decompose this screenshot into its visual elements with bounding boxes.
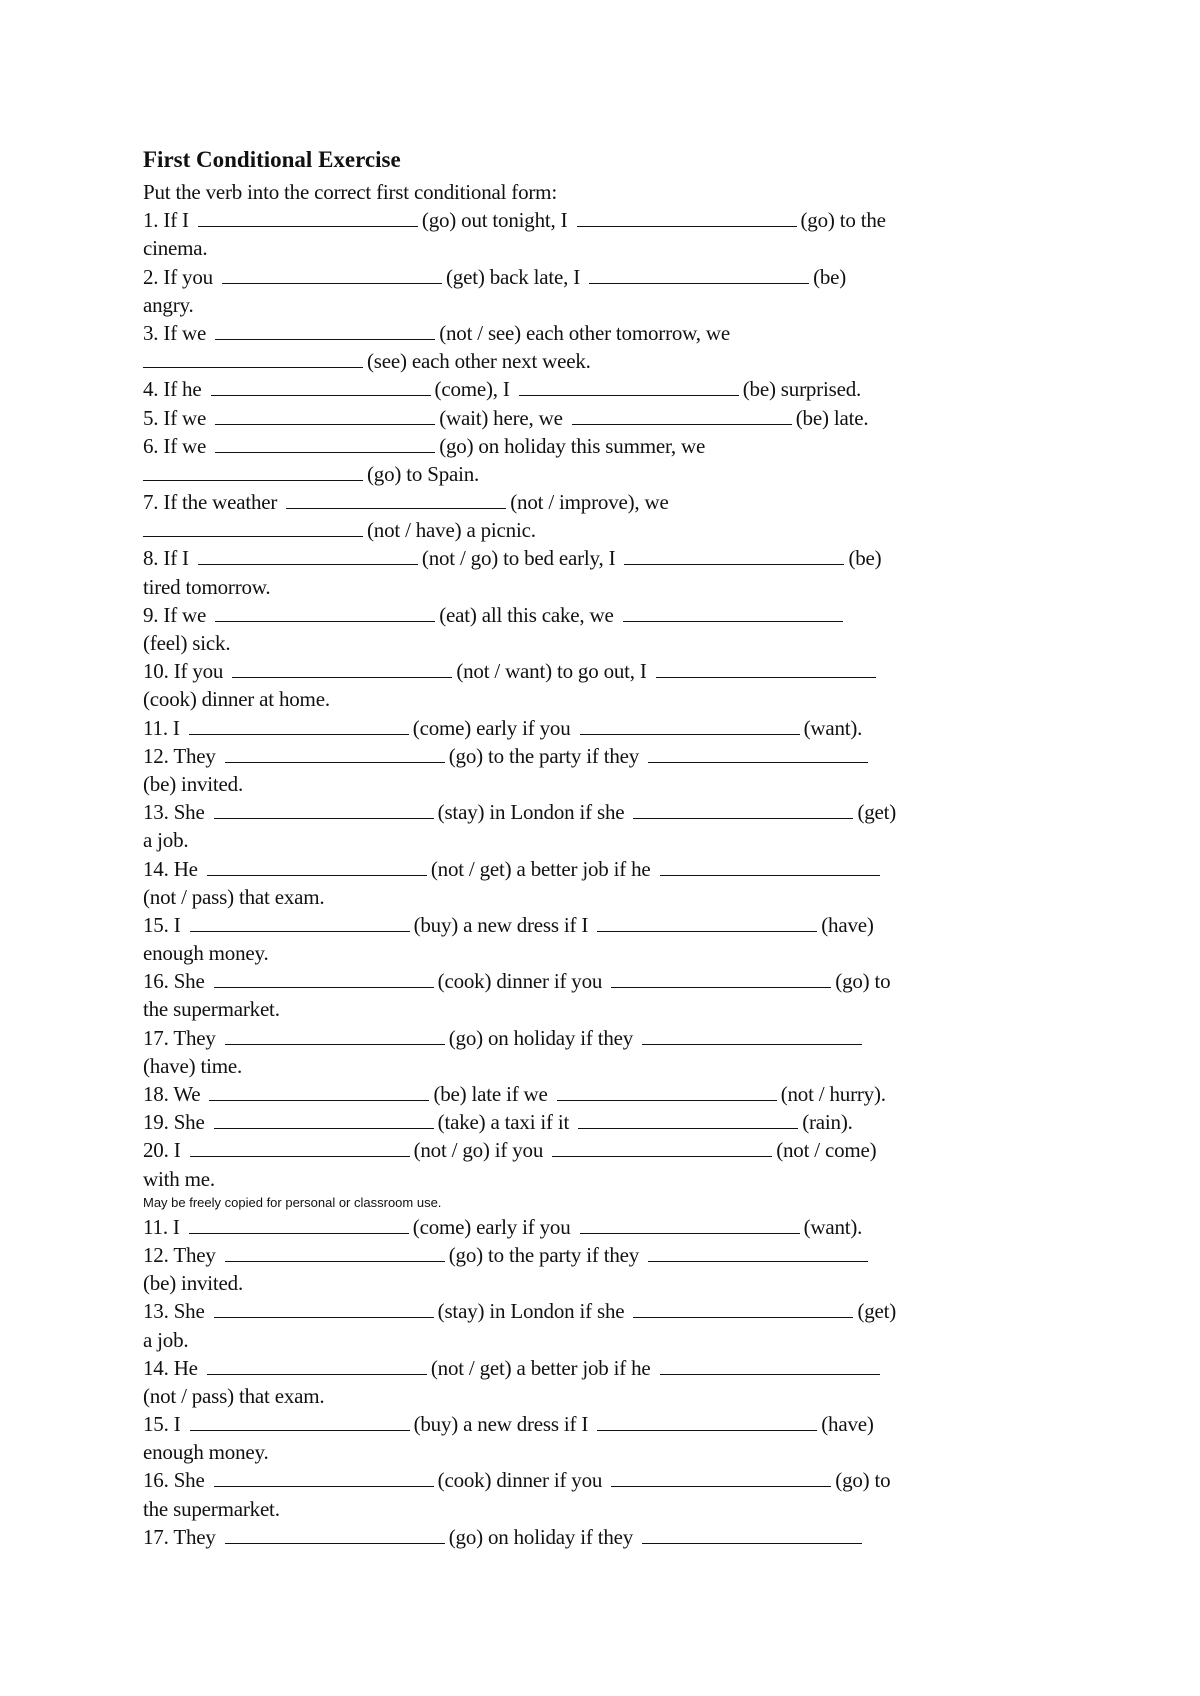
line-text: enough money. xyxy=(143,941,269,966)
answer-blank[interactable] xyxy=(642,1024,862,1045)
exercise-line xyxy=(143,1241,963,1269)
answer-blank[interactable] xyxy=(211,375,431,396)
line-text: 4. If he xyxy=(143,377,202,402)
line-text: (be) late if we xyxy=(433,1082,548,1106)
line-text: (stay) in London if she xyxy=(437,1299,625,1324)
line-text: with me. xyxy=(143,1166,215,1191)
answer-blank[interactable] xyxy=(143,460,363,481)
line-text: 5. If we xyxy=(143,405,207,430)
answer-blank[interactable] xyxy=(215,319,435,340)
line-text: (go) to the party if they xyxy=(448,1242,640,1267)
answer-blank[interactable] xyxy=(207,855,427,876)
exercise-line xyxy=(143,995,963,1023)
worksheet-page xyxy=(143,142,963,1551)
exercise-line xyxy=(143,1326,963,1354)
line-text: (cook) dinner at home. xyxy=(143,687,330,712)
exercise-line xyxy=(143,1382,963,1410)
answer-blank[interactable] xyxy=(578,1108,798,1129)
exercise-line xyxy=(143,883,963,911)
line-text: 16. She xyxy=(143,1468,205,1493)
worksheet-title: First Conditional Exercise xyxy=(143,147,401,172)
answer-blank[interactable] xyxy=(214,967,434,988)
line-text: (stay) in London if she xyxy=(437,800,625,825)
exercise-line xyxy=(143,1165,963,1193)
line-text: the supermarket. xyxy=(143,997,280,1022)
exercise-line xyxy=(143,1495,963,1523)
answer-blank[interactable] xyxy=(207,1354,427,1375)
answer-blank[interactable] xyxy=(214,1297,434,1318)
line-text: (buy) a new dress if I xyxy=(413,912,589,937)
line-text: (get) xyxy=(857,1299,897,1324)
line-text: angry. xyxy=(143,292,194,317)
line-text: 11. I xyxy=(143,715,180,740)
line-text: tired tomorrow. xyxy=(143,574,271,599)
line-text: (not / go) to bed early, I xyxy=(421,546,616,571)
line-text: (not / pass) that exam. xyxy=(143,884,325,909)
line-text: (have) time. xyxy=(143,1053,243,1078)
exercise-line xyxy=(143,714,963,742)
exercise-line xyxy=(143,1523,963,1551)
exercise-line xyxy=(143,770,963,798)
exercise-line xyxy=(143,1354,963,1382)
answer-blank[interactable] xyxy=(143,347,363,368)
line-text: (have) xyxy=(821,912,874,937)
exercise-line xyxy=(143,404,963,432)
answer-blank[interactable] xyxy=(189,714,409,735)
instructions: Put the verb into the correct first conditional form: xyxy=(143,180,557,204)
answer-blank[interactable] xyxy=(190,1136,410,1157)
answer-blank[interactable] xyxy=(209,1080,429,1101)
exercise-line xyxy=(143,826,963,854)
line-text: (not / come) xyxy=(776,1138,877,1163)
line-text: 2. If you xyxy=(143,264,213,289)
line-text: the supermarket. xyxy=(143,1496,280,1521)
line-text: 3. If we xyxy=(143,320,207,345)
exercise-line xyxy=(143,1213,963,1241)
line-text: (come) early if you xyxy=(412,1214,571,1239)
exercise-line xyxy=(143,206,963,234)
exercise-line xyxy=(143,798,963,826)
line-text: (take) a taxi if it xyxy=(437,1110,570,1135)
line-text: (not / get) a better job if he xyxy=(430,856,651,881)
line-text: (go) on holiday if they xyxy=(448,1025,634,1050)
exercise-line xyxy=(143,544,963,572)
line-text: 8. If I xyxy=(143,546,189,571)
line-text: (go) to the xyxy=(800,208,886,233)
line-text: (be) invited. xyxy=(143,771,244,796)
answer-blank[interactable] xyxy=(143,516,363,537)
answer-blank[interactable] xyxy=(214,1108,434,1129)
answer-blank[interactable] xyxy=(580,714,800,735)
answer-blank[interactable] xyxy=(572,404,792,425)
line-text: (be) xyxy=(813,264,847,289)
answer-blank[interactable] xyxy=(557,1080,777,1101)
exercise-line xyxy=(143,516,963,544)
line-text: a job. xyxy=(143,1327,189,1352)
line-text: (come), I xyxy=(434,377,510,402)
answer-blank[interactable] xyxy=(198,206,418,227)
answer-blank[interactable] xyxy=(232,657,452,678)
exercise-line xyxy=(143,347,963,375)
line-text: 10. If you xyxy=(143,659,224,684)
exercise-line xyxy=(143,234,963,262)
exercise-line xyxy=(143,911,963,939)
answer-blank[interactable] xyxy=(611,1466,831,1487)
line-text: (feel) sick. xyxy=(143,631,231,655)
line-text: 15. I xyxy=(143,912,181,937)
line-text: 1. If I xyxy=(143,208,189,233)
line-text: 16. She xyxy=(143,969,205,994)
answer-blank[interactable] xyxy=(642,1523,862,1544)
answer-blank[interactable] xyxy=(552,1136,772,1157)
answer-blank[interactable] xyxy=(623,601,843,622)
answer-blank[interactable] xyxy=(597,1410,817,1431)
line-text: 14. He xyxy=(143,856,198,881)
answer-blank[interactable] xyxy=(225,1241,445,1262)
answer-blank[interactable] xyxy=(225,1024,445,1045)
exercise-line xyxy=(143,291,963,319)
line-text: (be) late. xyxy=(795,405,869,430)
answer-blank[interactable] xyxy=(597,911,817,932)
line-text: (get) xyxy=(857,800,897,825)
line-text: (not / pass) that exam. xyxy=(143,1383,325,1408)
line-text: (be) xyxy=(848,546,882,571)
line-text: 7. If the weather xyxy=(143,490,278,515)
line-text: (get) back late, I xyxy=(446,264,580,289)
answer-blank[interactable] xyxy=(519,375,739,396)
exercise-line xyxy=(143,855,963,883)
answer-blank[interactable] xyxy=(215,601,435,622)
answer-blank[interactable] xyxy=(214,1466,434,1487)
answer-blank[interactable] xyxy=(660,1354,880,1375)
line-text: (go) to xyxy=(835,969,891,994)
answer-blank[interactable] xyxy=(648,1241,868,1262)
line-text: 11. I xyxy=(143,1214,180,1239)
line-text: (go) to xyxy=(835,1468,891,1493)
answer-blank[interactable] xyxy=(611,967,831,988)
exercise-line xyxy=(143,939,963,967)
answer-blank[interactable] xyxy=(633,798,853,819)
line-text: (wait) here, we xyxy=(439,405,563,430)
line-text: (rain). xyxy=(802,1110,853,1135)
exercise-line xyxy=(143,1438,963,1466)
exercise-line xyxy=(143,1024,963,1052)
line-text: 17. They xyxy=(143,1524,216,1549)
line-text: 19. She xyxy=(143,1110,205,1135)
answer-blank[interactable] xyxy=(190,1410,410,1431)
line-text: 9. If we xyxy=(143,602,207,627)
line-text: (not / see) each other tomorrow, we xyxy=(439,320,730,345)
answer-blank[interactable] xyxy=(286,488,506,509)
answer-blank[interactable] xyxy=(577,206,797,227)
exercise-line xyxy=(143,1297,963,1325)
line-text: (be) surprised. xyxy=(742,377,862,402)
exercise-line xyxy=(143,1269,963,1297)
line-text: (want). xyxy=(803,715,863,740)
exercise-line xyxy=(143,1052,963,1080)
answer-blank[interactable] xyxy=(198,544,418,565)
line-text: (come) early if you xyxy=(412,715,571,740)
line-text: (cook) dinner if you xyxy=(437,1468,603,1493)
line-text: (not / want) to go out, I xyxy=(456,659,647,684)
line-text: (be) invited. xyxy=(143,1271,244,1296)
answer-blank[interactable] xyxy=(215,432,435,453)
line-text: 12. They xyxy=(143,1242,216,1267)
line-text: cinema. xyxy=(143,236,208,261)
exercise-line xyxy=(143,488,963,516)
exercise-line xyxy=(143,263,963,291)
line-text: 13. She xyxy=(143,1299,205,1324)
line-text: (eat) all this cake, we xyxy=(439,602,614,627)
line-text: (not / hurry). xyxy=(780,1082,886,1106)
line-text: 17. They xyxy=(143,1025,216,1050)
answer-blank[interactable] xyxy=(656,657,876,678)
answer-blank[interactable] xyxy=(633,1297,853,1318)
line-text: (go) to the party if they xyxy=(448,743,640,768)
exercise-line xyxy=(143,1466,963,1494)
exercise-line xyxy=(143,742,963,770)
answer-blank[interactable] xyxy=(222,263,442,284)
answer-blank[interactable] xyxy=(624,544,844,565)
line-text: (cook) dinner if you xyxy=(437,969,603,994)
line-text: (go) out tonight, I xyxy=(421,208,568,233)
answer-blank[interactable] xyxy=(660,855,880,876)
answer-blank[interactable] xyxy=(225,1523,445,1544)
exercise-line xyxy=(143,573,963,601)
line-text: 18. We xyxy=(143,1082,201,1106)
answer-blank[interactable] xyxy=(580,1213,800,1234)
answer-blank[interactable] xyxy=(215,404,435,425)
line-text: 15. I xyxy=(143,1412,181,1437)
line-text: 6. If we xyxy=(143,433,207,458)
line-text: 20. I xyxy=(143,1138,181,1163)
exercise-line xyxy=(143,967,963,995)
line-text: (go) on holiday if they xyxy=(448,1524,634,1549)
exercise-line xyxy=(143,1080,963,1108)
line-text: (not / go) if you xyxy=(413,1138,544,1163)
line-text: 13. She xyxy=(143,800,205,825)
exercise-line xyxy=(143,629,963,657)
line-text: (go) on holiday this summer, we xyxy=(439,433,706,458)
exercise-line xyxy=(143,601,963,629)
exercise-line xyxy=(143,657,963,685)
exercise-line xyxy=(143,1136,963,1164)
line-text: (not / get) a better job if he xyxy=(430,1355,651,1380)
exercise-line xyxy=(143,460,963,488)
answer-blank[interactable] xyxy=(214,798,434,819)
line-text: (go) to Spain. xyxy=(367,461,480,486)
line-text: (see) each other next week. xyxy=(367,349,591,374)
line-text: (not / have) a picnic. xyxy=(367,518,536,543)
line-text: 12. They xyxy=(143,743,216,768)
answer-blank[interactable] xyxy=(648,742,868,763)
line-text: (have) xyxy=(821,1412,874,1437)
line-text: (not / improve), we xyxy=(510,490,669,515)
exercise-line xyxy=(143,1108,963,1136)
answer-blank[interactable] xyxy=(225,742,445,763)
exercise-line xyxy=(143,685,963,713)
line-text: (buy) a new dress if I xyxy=(413,1412,589,1437)
exercise-line xyxy=(143,375,963,403)
line-text: 14. He xyxy=(143,1355,198,1380)
answer-blank[interactable] xyxy=(189,1213,409,1234)
line-text: a job. xyxy=(143,828,189,853)
exercise-line xyxy=(143,432,963,460)
exercise-line xyxy=(143,319,963,347)
copyright-note: May be freely copied for personal or classroom use. xyxy=(143,1194,442,1210)
answer-blank[interactable] xyxy=(589,263,809,284)
answer-blank[interactable] xyxy=(190,911,410,932)
line-text: (want). xyxy=(803,1214,863,1239)
line-text: enough money. xyxy=(143,1440,269,1465)
exercise-line xyxy=(143,1410,963,1438)
